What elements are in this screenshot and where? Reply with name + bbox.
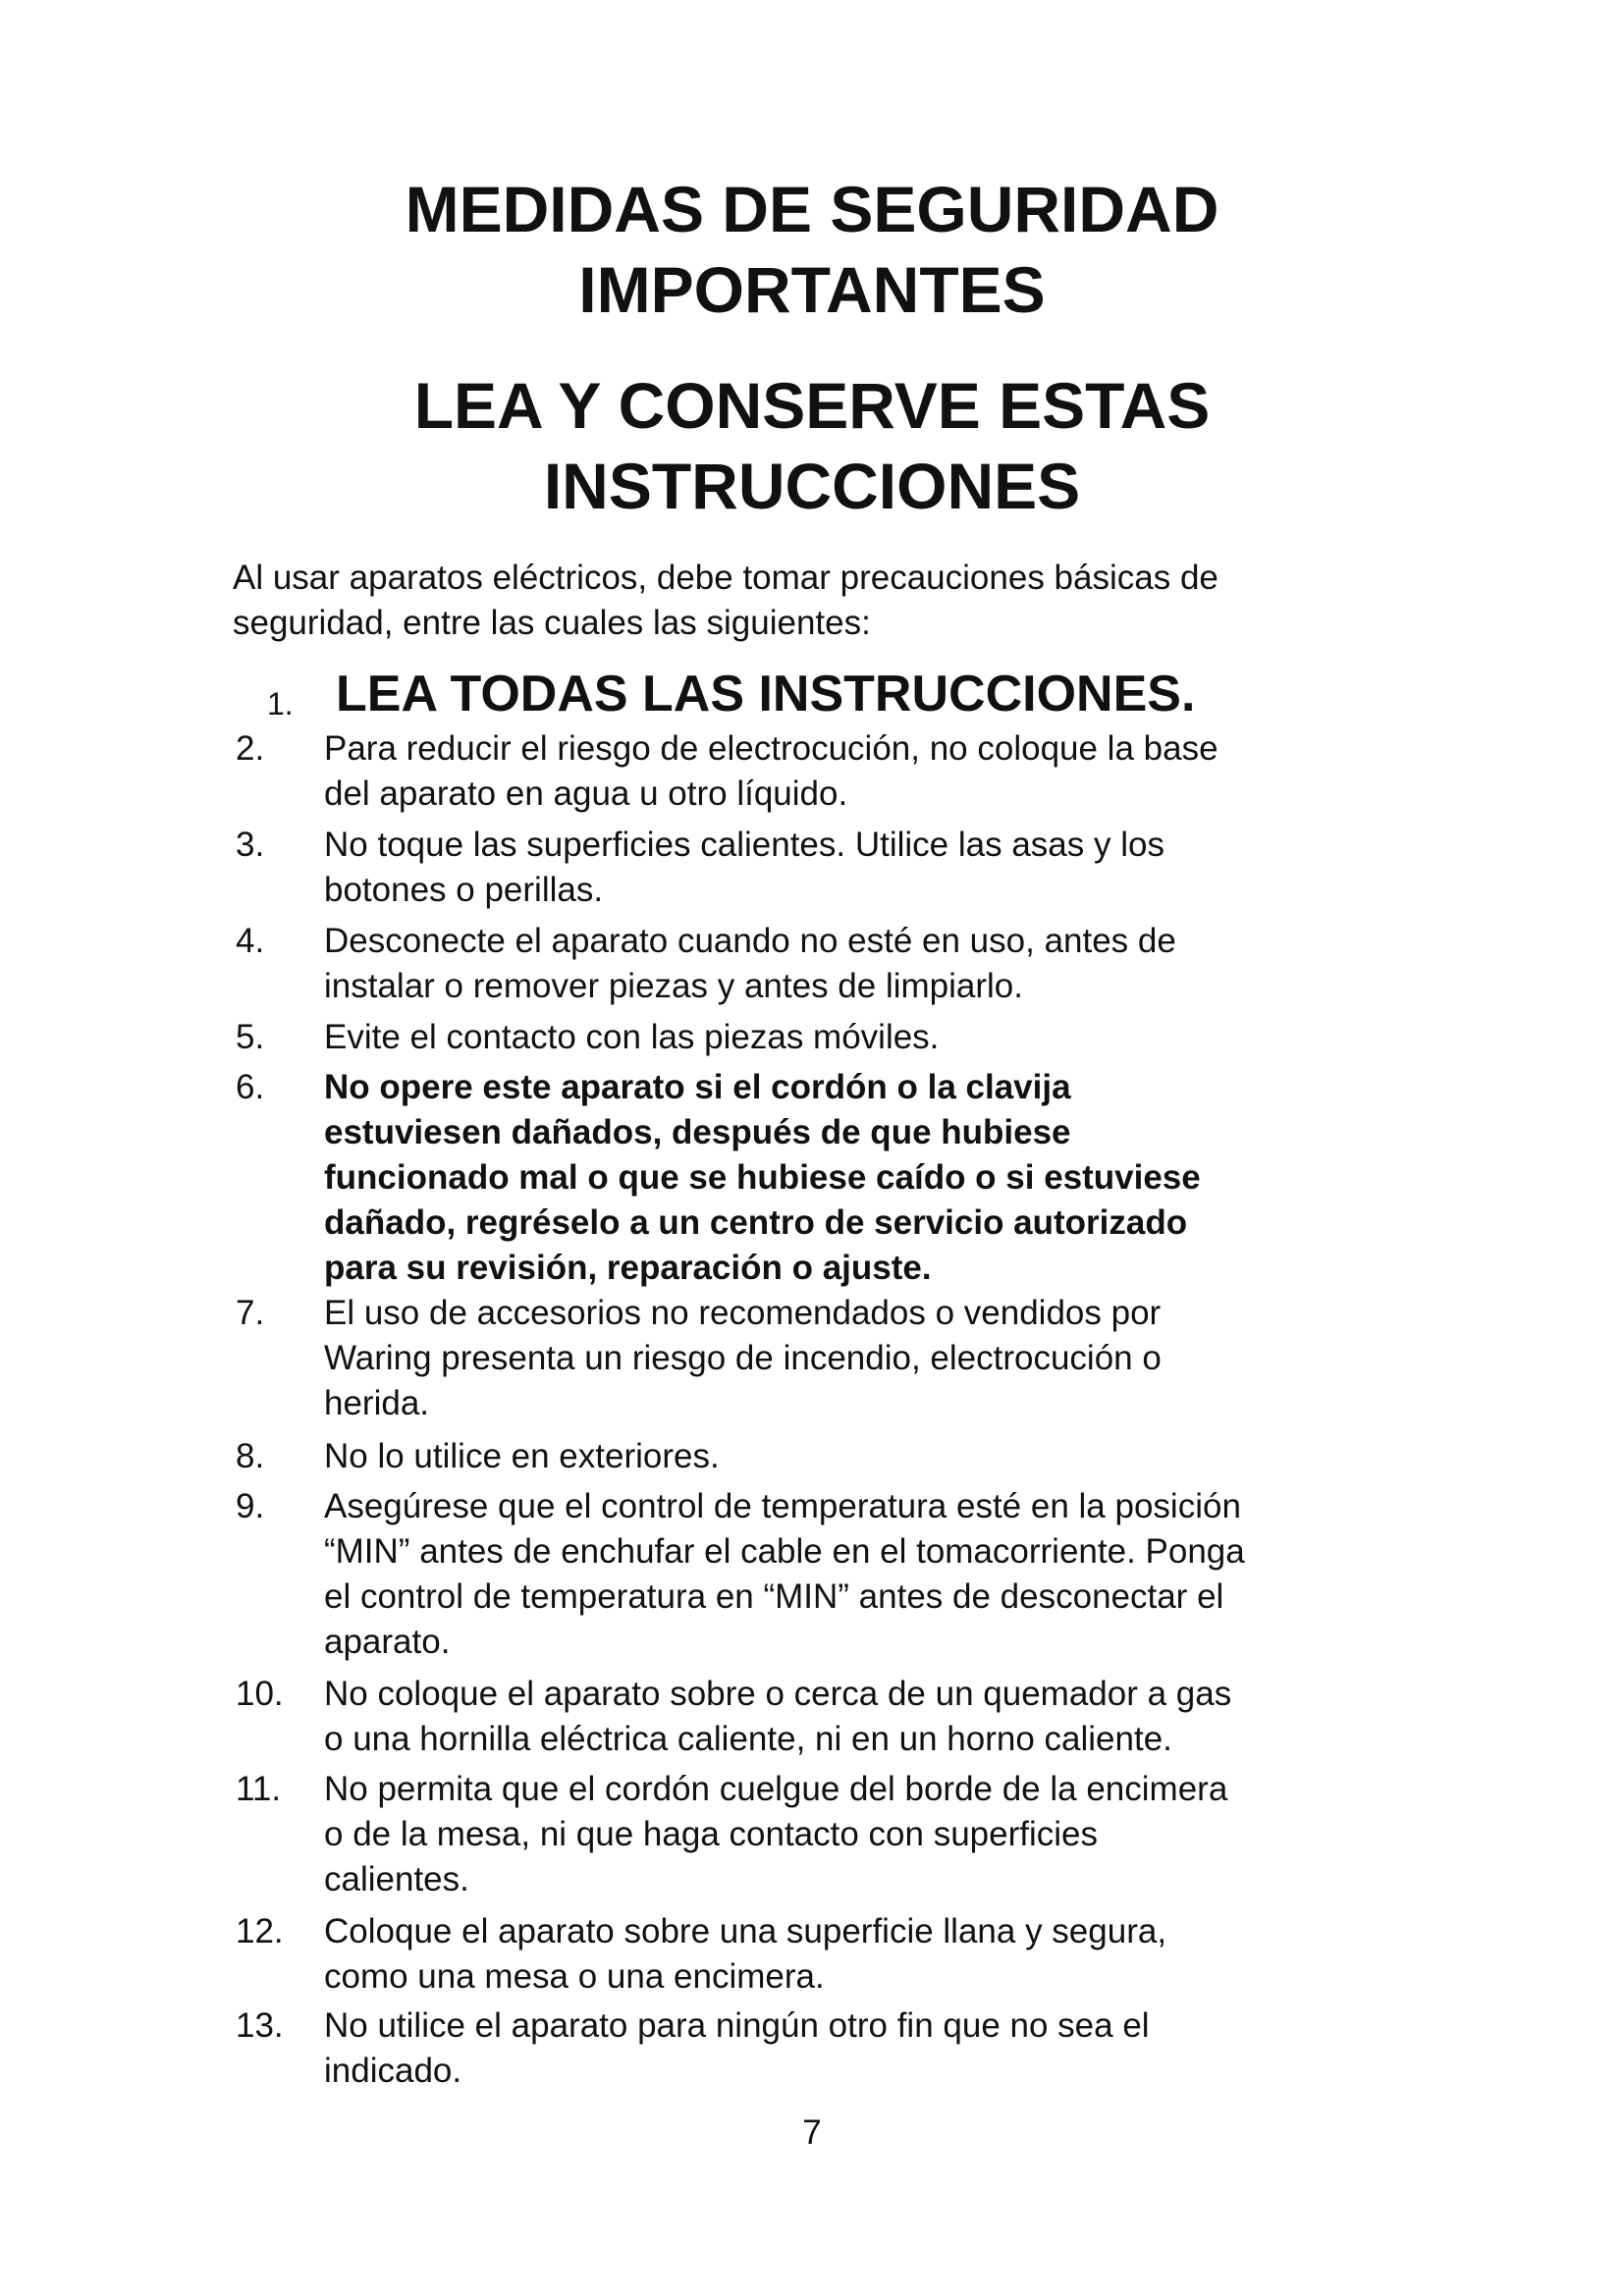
item-text [324, 1015, 1414, 1060]
item-line: Para reducir el riesgo de electrocución, no coloque la base [324, 729, 1218, 768]
item-number: 12. [236, 1912, 284, 1950]
item-text [324, 726, 1414, 817]
item-line: Desconecte el aparato cuando no esté en uso, antes de [324, 922, 1176, 960]
item-text [324, 919, 1414, 1009]
item-line: Evite el contacto con las piezas móviles. [324, 1018, 940, 1056]
item-number: 4. [236, 922, 265, 960]
item-line: Asegúrese que el control de temperatura esté en la posición [324, 1487, 1241, 1525]
item-line: LEA TODAS LAS INSTRUCCIONES. [336, 666, 1196, 722]
item-line: para su revisión, reparación o ajuste. [324, 1249, 932, 1287]
item-line: No opere este aparato si el cordón o la clavija [324, 1068, 1071, 1106]
item-number: 10. [236, 1675, 284, 1713]
item-text [324, 823, 1414, 913]
item-number: 9. [236, 1487, 265, 1525]
item-line: instalar o remover piezas y antes de limpiarlo. [324, 967, 1023, 1005]
item-text [324, 1484, 1414, 1665]
item-line: estuviesen dañados, después de que hubiese [324, 1113, 1071, 1151]
item-text [324, 1909, 1414, 2000]
item-text [324, 1767, 1414, 1902]
item-line: del aparato en agua u otro líquido. [324, 774, 848, 813]
item-line: o de la mesa, ni que haga contacto con superficies [324, 1815, 1098, 1853]
item-text [324, 1291, 1414, 1426]
item-line: El uso de accesorios no recomendados o vendidos por [324, 1294, 1162, 1332]
item-line: o una hornilla eléctrica caliente, ni en un horno caliente. [324, 1720, 1172, 1758]
page-title [0, 169, 1624, 330]
page-number: 7 [802, 2113, 822, 2152]
item-number: 7. [236, 1294, 265, 1332]
item-line: dañado, regréselo a un centro de servicio autorizado [324, 1203, 1188, 1242]
item-line: herida. [324, 1384, 430, 1422]
item-number: 6. [236, 1068, 265, 1106]
item-text [324, 1672, 1414, 1762]
item-line: No utilice el aparato para ningún otro fin que no sea el [324, 2006, 1150, 2045]
item-number: 5. [236, 1018, 265, 1056]
intro-paragraph [233, 556, 1411, 646]
item-line: No lo utilice en exteriores. [324, 1437, 720, 1475]
item-line: Waring presenta un riesgo de incendio, electrocución o [324, 1339, 1162, 1377]
item-line: No toque las superficies calientes. Utilice las asas y los [324, 826, 1164, 864]
item-line: indicado. [324, 2052, 462, 2090]
item-number: 1. [267, 686, 294, 721]
subtitle-line-2: INSTRUCCIONES [543, 450, 1081, 522]
intro-line: seguridad, entre las cuales las siguientes: [233, 604, 871, 642]
item-line: el control de temperatura en “MIN” antes de desconectar el [324, 1577, 1224, 1616]
page-subtitle [0, 365, 1624, 526]
item-line: aparato. [324, 1623, 451, 1661]
item-line: botones o perillas. [324, 871, 604, 909]
item-number: 3. [236, 826, 265, 864]
item-text [324, 1434, 1414, 1479]
item-text [336, 660, 1426, 728]
item-text [324, 2003, 1414, 2094]
item-text [324, 1065, 1414, 1291]
item-line: funcionado mal o que se hubiese caído o si estuviese [324, 1158, 1201, 1197]
intro-line: Al usar aparatos eléctricos, debe tomar precauciones básicas de [233, 559, 1218, 597]
item-number: 13. [236, 2006, 284, 2045]
subtitle-line-1: LEA Y CONSERVE ESTAS [413, 369, 1211, 442]
item-line: Coloque el aparato sobre una superficie llana y segura, [324, 1912, 1167, 1950]
item-line: calientes. [324, 1860, 469, 1898]
item-number: 8. [236, 1437, 265, 1475]
item-line: como una mesa o una encimera. [324, 1957, 825, 1996]
title-line-2: IMPORTANTES [578, 253, 1046, 326]
item-line: “MIN” antes de enchufar el cable en el tomacorriente. Ponga [324, 1532, 1245, 1571]
item-number: 2. [236, 729, 265, 768]
item-line: No coloque el aparato sobre o cerca de un quemador a gas [324, 1675, 1232, 1713]
title-line-1: MEDIDAS DE SEGURIDAD [405, 173, 1219, 245]
item-number: 11. [236, 1770, 282, 1808]
item-line: No permita que el cordón cuelgue del borde de la encimera [324, 1770, 1228, 1808]
